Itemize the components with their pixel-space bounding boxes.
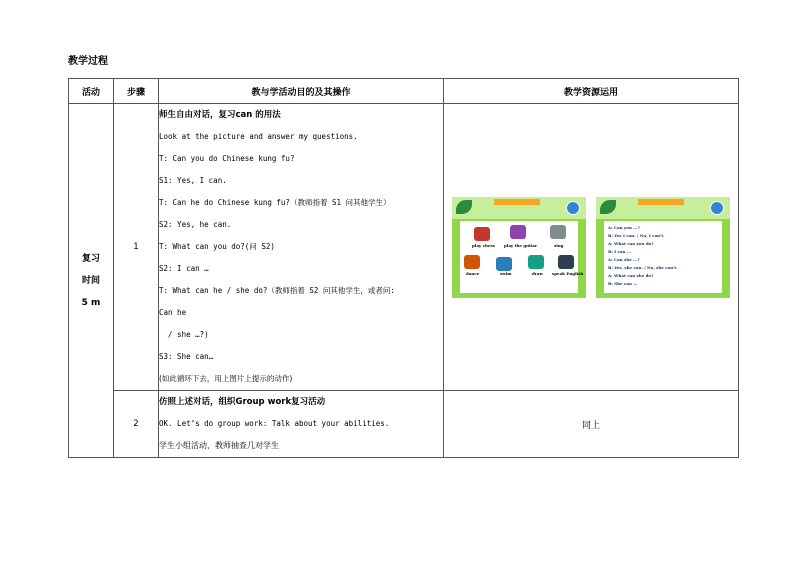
swim-picture-icon xyxy=(496,257,512,271)
slide-dialogue-line: A: Can she …? xyxy=(608,256,640,262)
note-line: (如此循环下去，用上图片上提示的动作) xyxy=(159,374,293,383)
activity-line: 5 m xyxy=(81,297,101,308)
dialogue-line: OK. Let’s do group work: Talk about your abilities. xyxy=(159,419,390,428)
vocab-caption: play chess xyxy=(472,242,496,248)
header-activity: 活动 xyxy=(69,79,114,104)
activity-line: 时间 xyxy=(81,275,100,286)
dialogue-line: S2: I can … xyxy=(159,264,209,273)
dialogue-line: T: What can you do?(问 S2) xyxy=(159,242,275,251)
vocab-caption: speak English xyxy=(552,270,584,276)
dialogue-line: / she …?) xyxy=(159,330,209,339)
slide-dialogue-line: A: Can you …? xyxy=(608,224,640,230)
step-number: 2 xyxy=(114,391,159,458)
section-heading: 教学过程 xyxy=(68,56,108,67)
dialogue-line: T: What can he / she do?（教师指着 S2 问其他学生，或者问: xyxy=(159,286,395,295)
chess-picture-icon xyxy=(474,227,490,241)
slide-banner xyxy=(638,199,684,205)
speak-picture-icon xyxy=(558,255,574,269)
slide-vocabulary-image xyxy=(452,197,586,298)
step-number: 1 xyxy=(114,104,159,391)
vocab-caption: swim xyxy=(500,270,512,276)
header-resources: 教学资源运用 xyxy=(444,79,739,104)
resource-cell xyxy=(444,104,739,391)
slide-dialogue-line: B: I can … xyxy=(608,248,631,254)
dialogue-line: Look at the picture and answer my questions. xyxy=(159,132,358,141)
dialogue-line: T: Can you do Chinese kung fu? xyxy=(159,154,295,163)
step-title: 仿照上述对话，组织Group work复习活动 xyxy=(159,397,326,407)
globe-icon xyxy=(566,201,580,215)
globe-icon xyxy=(710,201,724,215)
table-header-row xyxy=(69,79,739,104)
dance-picture-icon xyxy=(464,255,480,269)
draw-picture-icon xyxy=(528,255,544,269)
slide-dialogue-line: B: Yes I can. / No, I can't. xyxy=(608,232,665,238)
guitar-picture-icon xyxy=(510,225,526,239)
slide-content-panel xyxy=(460,221,584,293)
vocab-caption: dance xyxy=(466,270,480,276)
table-row xyxy=(69,391,739,458)
header-step: 步骤 xyxy=(114,79,159,104)
slide-content-panel xyxy=(604,221,722,293)
sing-picture-icon xyxy=(550,225,566,239)
dialogue-line: S2: Yes, he can. xyxy=(159,220,232,229)
slide-dialogue-line: B: Yes, she can. / No, she can't. xyxy=(608,264,678,270)
slide-dialogue-line: A: What can she do? xyxy=(608,272,654,278)
slide-banner xyxy=(494,199,540,205)
resource-cell: 同上 xyxy=(444,391,739,458)
header-procedure: 教与学活动目的及其操作 xyxy=(159,79,444,104)
dialogue-line: T: Can he do Chinese kung fu?（教师指着 S1 问其他学生） xyxy=(159,198,391,207)
note-line: 学生小组活动，教师抽查几对学生 xyxy=(159,441,279,450)
dialogue-line: Can he xyxy=(159,308,187,317)
vocab-caption: play the guitar xyxy=(504,242,538,248)
table-row xyxy=(69,104,739,391)
procedure-cell xyxy=(159,104,444,391)
vocab-caption: sing xyxy=(554,242,564,248)
vocab-caption: draw xyxy=(532,270,543,276)
slide-dialogue-image xyxy=(596,197,730,298)
step-title: 师生自由对话，复习can 的用法 xyxy=(159,110,281,120)
slide-thumbnails xyxy=(444,197,738,298)
dialogue-line: S3: She can… xyxy=(159,352,214,361)
procedure-cell xyxy=(159,391,444,458)
dialogue-line: S1: Yes, I can. xyxy=(159,176,227,185)
activity-cell xyxy=(69,104,114,458)
lesson-table xyxy=(68,78,739,458)
activity-line: 复习 xyxy=(81,253,100,264)
slide-dialogue-line: B: She can … xyxy=(608,280,638,286)
slide-dialogue-line: A: What can you do? xyxy=(608,240,654,246)
